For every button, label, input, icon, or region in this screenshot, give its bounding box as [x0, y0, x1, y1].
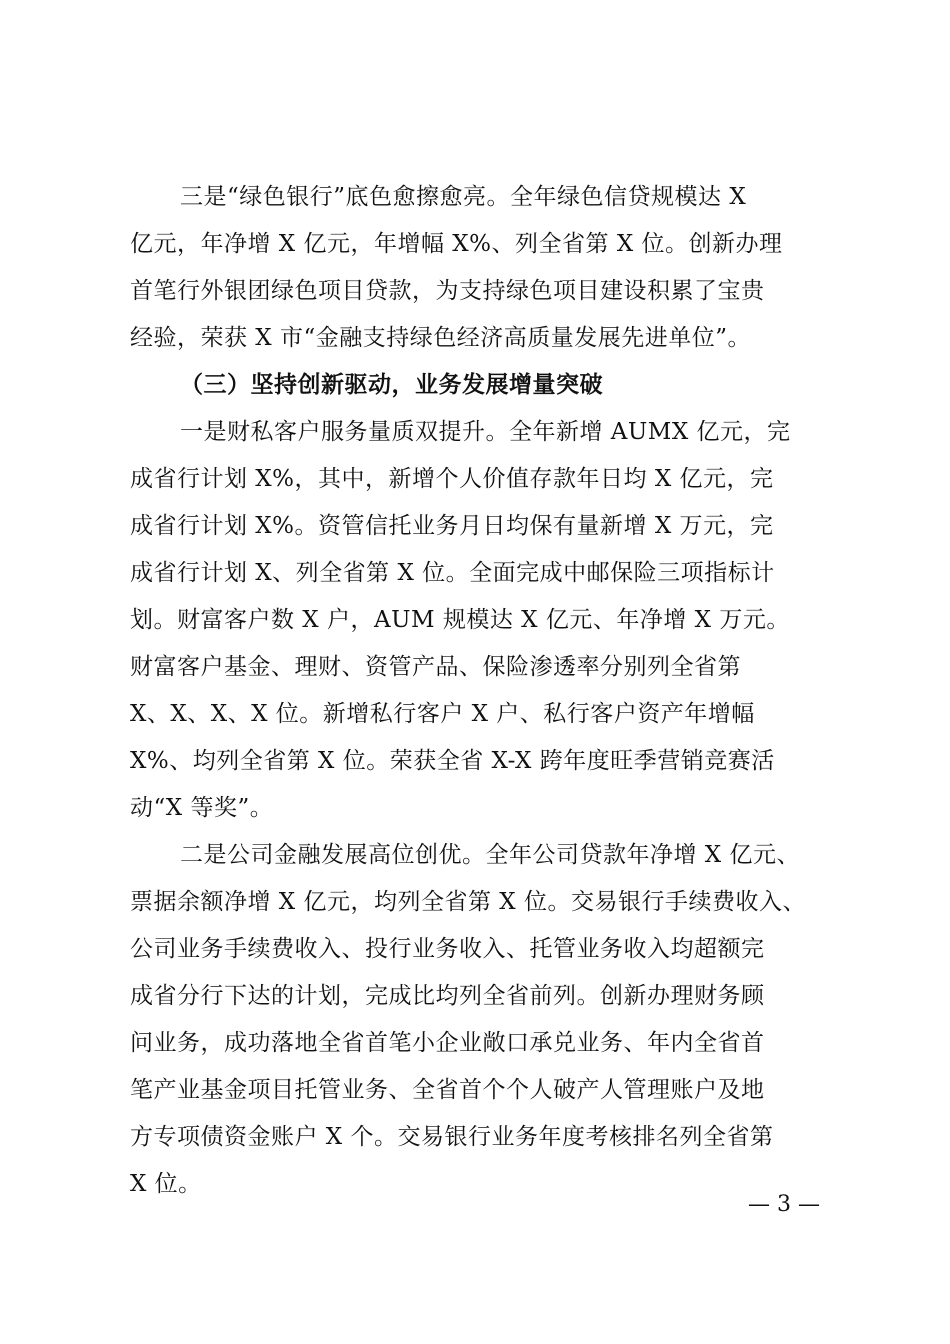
text-line: X%、均列全省第 X 位。荣获全省 X-X 跨年度旺季营销竞赛活	[130, 748, 775, 774]
text-line: 成省分行下达的计划，完成比均列全省前列。创新办理财务顾	[130, 983, 765, 1009]
text-line: X、X、X、X 位。新增私行客户 X 户、私行客户资产年增幅	[130, 701, 755, 727]
text-line: X 位。	[130, 1171, 202, 1197]
text-line: 首笔行外银团绿色项目贷款，为支持绿色项目建设积累了宝贵	[130, 278, 765, 304]
text-line: 划。财富客户数 X 户，AUM 规模达 X 亿元、年净增 X 万元。	[130, 607, 790, 633]
text-line: 公司业务手续费收入、投行业务收入、托管业务收入均超额完	[130, 936, 765, 962]
text-line: 三是“绿色银行”底色愈擦愈亮。全年绿色信贷规模达 X	[180, 184, 747, 210]
text-line: 票据余额净增 X 亿元，均列全省第 X 位。交易银行手续费收入、	[130, 889, 806, 915]
text-line: 动“X 等奖”。	[130, 795, 274, 821]
text-line: 二是公司金融发展高位创优。全年公司贷款年净增 X 亿元、	[180, 842, 800, 868]
text-line: 成省行计划 X%。资管信托业务月日均保有量新增 X 万元，完	[130, 513, 774, 539]
text-line: 经验，荣获 X 市“金融支持绿色经济高质量发展先进单位”。	[130, 325, 752, 351]
text-line: 财富客户基金、理财、资管产品、保险渗透率分别列全省第	[130, 654, 741, 680]
section-heading: （三）坚持创新驱动，业务发展增量突破	[180, 371, 603, 398]
text-line: 成省行计划 X、列全省第 X 位。全面完成中邮保险三项指标计	[130, 560, 775, 586]
text-line: 一是财私客户服务量质双提升。全年新增 AUMX 亿元，完	[180, 419, 791, 445]
text-line: 方专项债资金账户 X 个。交易银行业务年度考核排名列全省第	[130, 1124, 774, 1150]
text-line: 成省行计划 X%，其中，新增个人价值存款年日均 X 亿元，完	[130, 466, 774, 492]
text-line: 笔产业基金项目托管业务、全省首个个人破产人管理账户及地	[130, 1077, 765, 1103]
text-line: 问业务，成功落地全省首笔小企业敞口承兑业务、年内全省首	[130, 1030, 765, 1056]
page-number: — 3 —	[748, 1192, 820, 1217]
text-line: 亿元，年净增 X 亿元，年增幅 X%、列全省第 X 位。创新办理	[130, 231, 783, 257]
